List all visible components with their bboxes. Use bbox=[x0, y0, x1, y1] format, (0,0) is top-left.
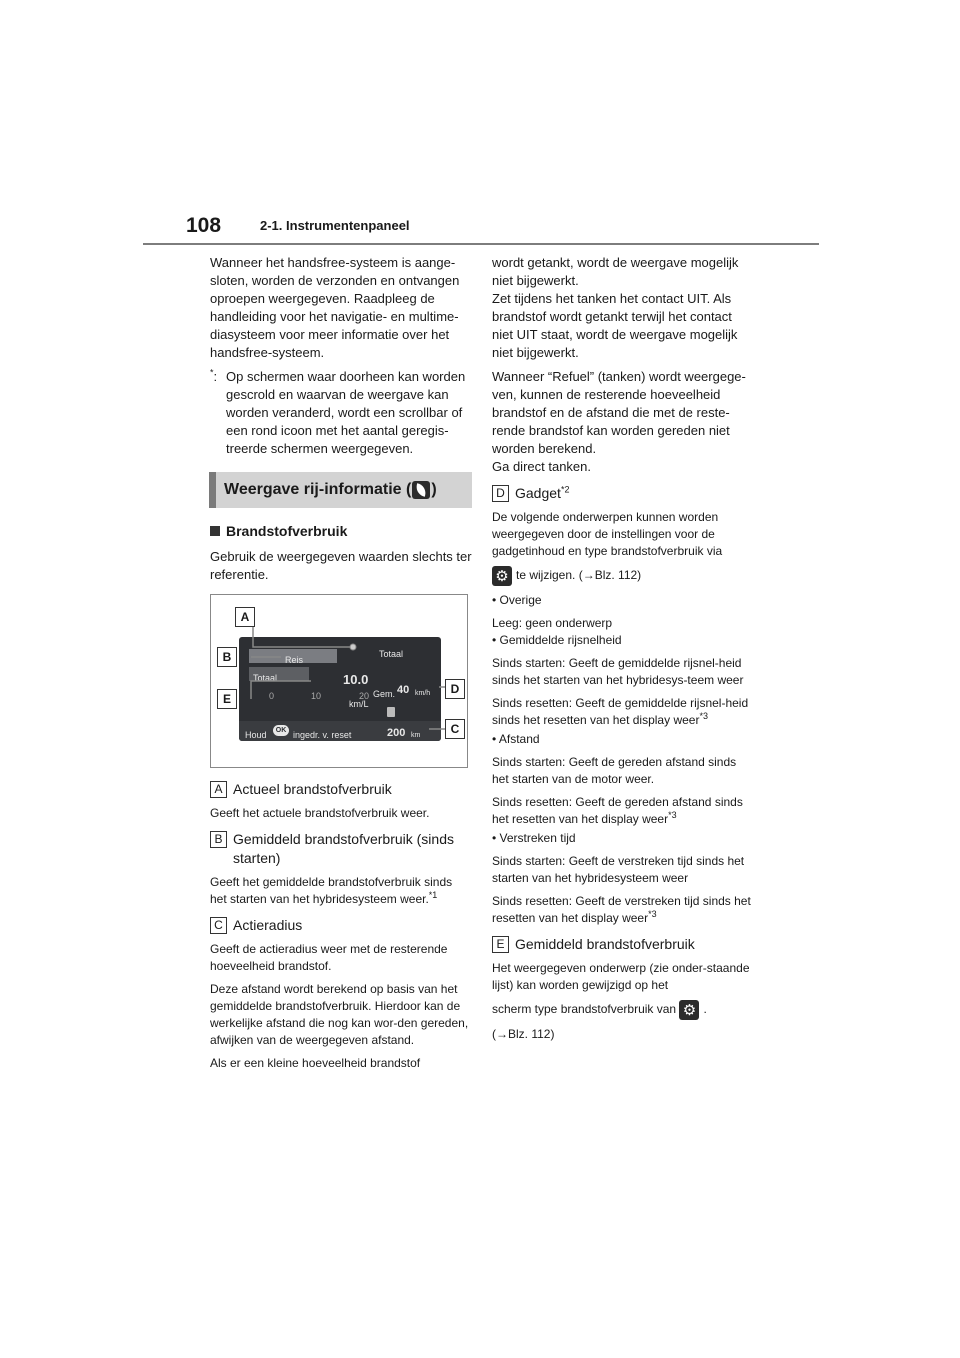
item-e-text-2: scherm type brandstofverbruik van ⚙ . bbox=[492, 1000, 754, 1020]
reset-label: ingedr. v. reset bbox=[293, 730, 352, 740]
right-p1: wordt getankt, wordt de weergave mogelijk niet bijgewerkt. bbox=[492, 255, 739, 288]
square-bullet-icon bbox=[210, 526, 220, 536]
gear-icon bbox=[679, 1000, 699, 1020]
item-c-text-1: Geeft de actieradius weer met de resterende hoeveelheid brandstof. bbox=[210, 942, 448, 973]
empty-text: Leeg: geen onderwerp bbox=[492, 616, 613, 630]
item-e-text-3: (→Blz. 112) bbox=[492, 1027, 555, 1041]
range-unit: km bbox=[411, 732, 421, 739]
bullet-avg-speed: • Gemiddelde rijsnelheid bbox=[492, 633, 622, 647]
subheading: Brandstofverbruik bbox=[210, 522, 472, 540]
right-column bbox=[492, 254, 754, 1049]
callout-c: C bbox=[445, 719, 465, 739]
fuel-value: 10.0 bbox=[343, 672, 369, 687]
tick-0: 0 bbox=[269, 691, 275, 701]
intro-paragraph: Wanneer het handsfree-systeem is aange-sloten, worden de verzonden en ontvangen oproepen weergegeven. Raadpleeg de handleiding voor het navigatie- en multime-diasysteem voor meer informatie over het handsfree-systeem. bbox=[210, 255, 460, 360]
item-b-heading bbox=[210, 830, 472, 868]
item-e-title: Gemiddeld brandstofverbruik bbox=[515, 936, 695, 952]
gear-icon bbox=[492, 566, 512, 586]
label-a: A bbox=[210, 781, 227, 798]
total-bar-label: Totaal bbox=[253, 673, 278, 683]
right-p2: Wanneer “Refuel” (tanken) wordt weergege-ven, kunnen de resterende hoeveelheid brandstof en de afstand die met de reste-rende brandstof kan worden gereden niet worden berekend. bbox=[492, 369, 746, 456]
callout-e: E bbox=[217, 689, 237, 709]
total-right-label: Totaal bbox=[379, 649, 404, 659]
label-e: E bbox=[492, 936, 509, 953]
band-title: Weergave rij-informatie ( bbox=[224, 481, 412, 498]
tick-20: 20 bbox=[359, 691, 370, 701]
item-c-text-3: Als er een kleine hoeveelheid brandstof bbox=[210, 1056, 421, 1070]
item-c-title: Actieradius bbox=[233, 917, 303, 933]
footnote bbox=[210, 368, 472, 458]
right-p1b: Zet tijdens het tanken het contact UIT. Als brandstof wordt getankt terwijl het contact niet UIT staat, wordt de weergave mogelijk niet bijgewerkt. bbox=[492, 291, 738, 360]
item-e-text-1: Het weergegeven onderwerp (zie onder-staande lijst) kan worden gewijzigd op het bbox=[492, 961, 750, 992]
item-a-title: Actueel brandstofverbruik bbox=[233, 781, 392, 797]
item-c-text-2: Deze afstand wordt berekend op basis van het gemiddelde brandstofverbruik. Hierdoor kan de werkelijke afstand die nog kan wor-den gereden, afwijken van de weergegeven afstand. bbox=[210, 982, 469, 1047]
page-number: 108 bbox=[186, 214, 222, 237]
section-band bbox=[209, 472, 472, 508]
speed-value: 40 bbox=[397, 684, 410, 696]
range-value: 200 bbox=[387, 727, 406, 739]
avg-label: Gem. bbox=[373, 689, 396, 699]
footnote-ref: *1 bbox=[428, 890, 438, 900]
label-d: D bbox=[492, 485, 509, 502]
item-a-heading bbox=[210, 780, 472, 799]
elapsed-reset: Sinds resetten: Geeft de verstreken tijd sinds het resetten van het display weer$^{*3}$ bbox=[492, 894, 751, 925]
item-d-title: Gadget$^{*2}$ bbox=[515, 484, 570, 501]
footnote-text: Op schermen waar doorheen kan worden gescrold en waarvan de weergave kan worden veranderd, wordt een scrollbar of een rond icoon met het aantal geregis-treerde schermen weergegeven. bbox=[226, 369, 466, 456]
callout-d: D bbox=[445, 679, 465, 699]
item-b-text: Geeft het gemiddelde brandstofverbruik sinds het starten van het hybridesysteem weer.$^{*1}$ bbox=[210, 875, 453, 906]
avg-speed-reset: Sinds resetten: Geeft de gemiddelde rijsnel-heid sinds het resetten van het display weer$^{*3}$ bbox=[492, 696, 749, 727]
band-title-end: ) bbox=[431, 481, 437, 498]
item-d-heading bbox=[492, 484, 754, 503]
callout-a: A bbox=[235, 607, 255, 627]
hold-label: Houd bbox=[245, 730, 267, 740]
item-b-title: Gemiddeld brandstofverbruik (sinds starten) bbox=[233, 831, 454, 866]
bullet-distance: • Afstand bbox=[492, 732, 540, 746]
tick-10: 10 bbox=[311, 691, 322, 701]
bullet-elapsed: • Verstreken tijd bbox=[492, 831, 576, 845]
item-e-heading bbox=[492, 935, 754, 954]
item-d-intro: De volgende onderwerpen kunnen worden weergegeven door de instellingen voor de gadgetinhoud en type brandstofverbruik via bbox=[492, 510, 723, 558]
callout-b: B bbox=[217, 647, 237, 667]
trip-label: Reis bbox=[285, 655, 304, 665]
label-b: B bbox=[210, 831, 227, 848]
fuel-display-figure bbox=[210, 594, 468, 768]
distance-reset: Sinds resetten: Geeft de gereden afstand sinds het resetten van het display weer$^{*3}$ bbox=[492, 795, 743, 826]
eco-leaf-icon bbox=[412, 481, 430, 499]
item-c-heading bbox=[210, 916, 472, 935]
bullet-other: • Overige bbox=[492, 593, 542, 607]
item-d-intro-2: ⚙te wijzigen. (→Blz. 112) bbox=[492, 566, 754, 586]
section-title: 2-1. Instrumentenpaneel bbox=[260, 218, 410, 233]
footnote-marker: *: bbox=[210, 367, 218, 384]
distance-start: Sinds starten: Geeft de gereden afstand sinds het starten van de motor weer. bbox=[492, 755, 737, 786]
elapsed-start: Sinds starten: Geeft de verstreken tijd sinds het starten van het hybridesysteem weer bbox=[492, 854, 745, 885]
ok-button-icon: OK bbox=[273, 725, 289, 736]
item-a-text: Geeft het actuele brandstofverbruik weer. bbox=[210, 806, 430, 820]
right-p2b: Ga direct tanken. bbox=[492, 459, 591, 474]
avg-speed-start: Sinds starten: Geeft de gemiddelde rijsnel-heid sinds het starten van het hybridesys-teem weer bbox=[492, 656, 744, 687]
speed-unit: km/h bbox=[415, 690, 431, 697]
fuel-unit: km/L bbox=[349, 699, 369, 709]
header-rule bbox=[143, 243, 819, 245]
sub-intro: Gebruik de weergegeven waarden slechts ter referentie. bbox=[210, 549, 472, 582]
left-column bbox=[210, 254, 472, 1078]
label-c: C bbox=[210, 917, 227, 934]
